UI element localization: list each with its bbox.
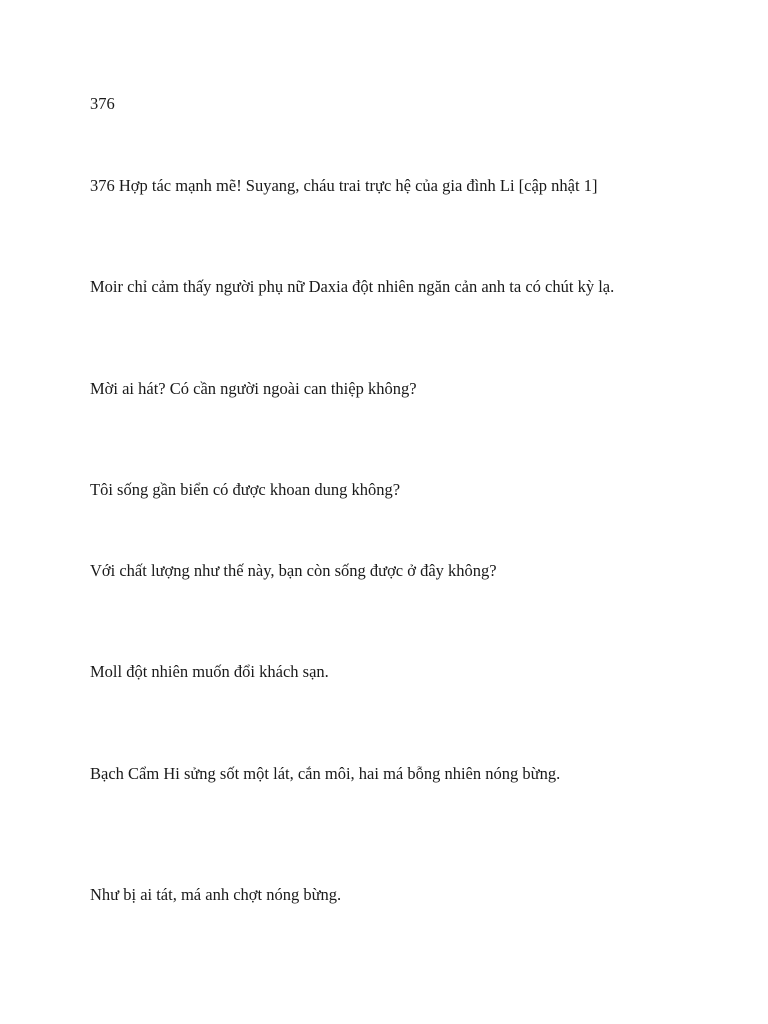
paragraph: Với chất lượng như thế này, bạn còn sống được ở đây không? [90, 561, 497, 580]
paragraph: Như bị ai tát, má anh chợt nóng bừng. [90, 885, 342, 904]
chapter-title: 376 Hợp tác mạnh mẽ! Suyang, cháu trai trực hệ của gia đình Li [cập nhật 1] [90, 176, 598, 195]
paragraph: Tôi sống gần biển có được khoan dung không? [90, 480, 401, 499]
paragraph: Bạch Cẩm Hi sửng sốt một lát, cắn môi, hai má bỗng nhiên nóng bừng. [90, 764, 561, 783]
paragraph: Moll đột nhiên muốn đổi khách sạn. [90, 662, 329, 681]
page-number: 376 [90, 94, 115, 113]
paragraph: Mời ai hát? Có cần người ngoài can thiệp không? [90, 379, 417, 398]
paragraph: Moir chỉ cảm thấy người phụ nữ Daxia đột nhiên ngăn cản anh ta có chút kỳ lạ. [90, 277, 615, 296]
